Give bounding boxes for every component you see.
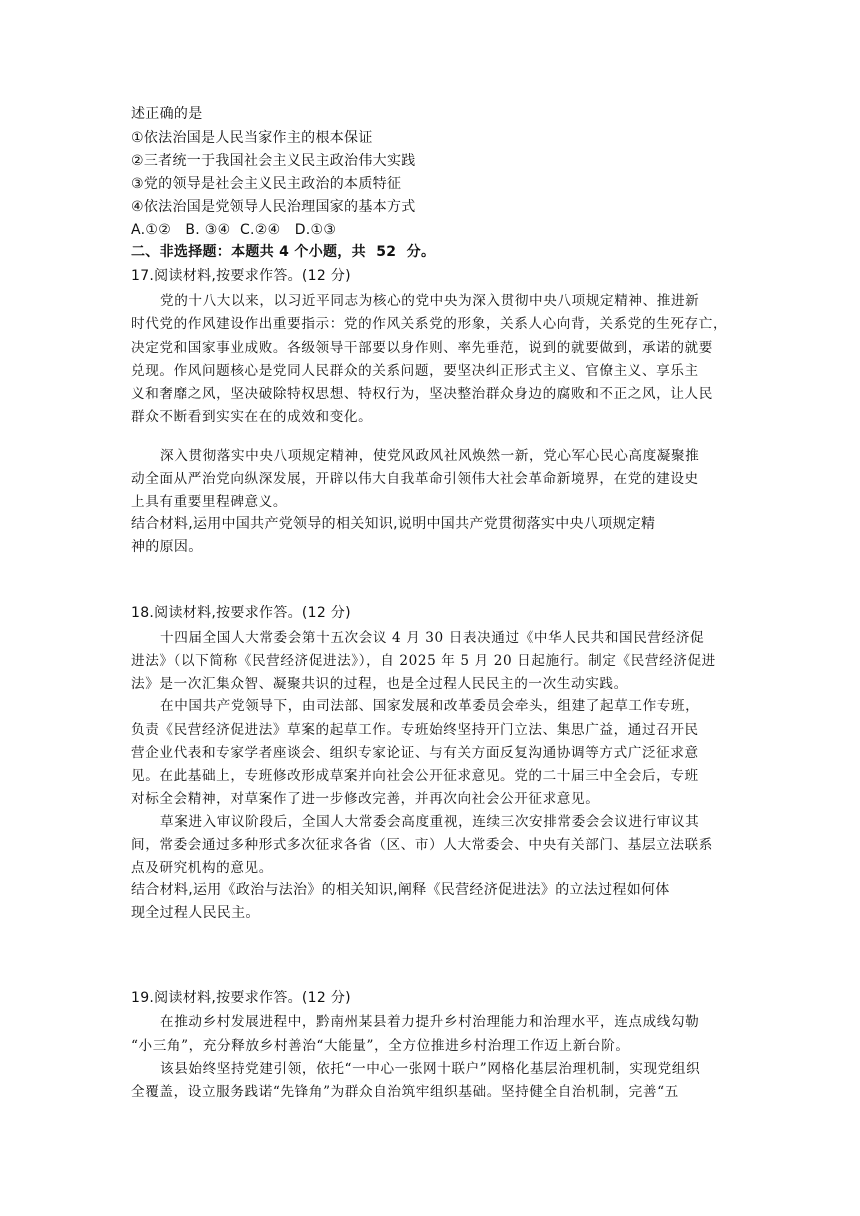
q18-task-line1: 结合材料,运用《政治与法治》的相关知识,阐释《民营经济促进法》的立法过程如何体 — [131, 882, 670, 898]
q19-p1-line1: 在推动乡村发展进程中，黔南州某县着力提升乡村治理能力和治理水平，连点成线勾勒 — [160, 1014, 700, 1030]
q19-p2-line1: 该县始终坚持党建引领，依托“一中心一张网十联户”网格化基层治理机制，实现党组织 — [160, 1061, 701, 1077]
q16-option-1: ①依法治国是人民当家作主的根本保证 — [131, 130, 373, 146]
q18-task-line2: 现全过程人民民主。 — [131, 905, 260, 921]
q17-p1-line6: 群众不断看到实实在在的成效和变化。 — [131, 409, 373, 425]
q17-p2-line3: 上具有重要里程碑意义。 — [131, 494, 288, 510]
q17-title: 17.阅读材料,按要求作答。(12 分) — [131, 268, 351, 284]
q16-choices: A.①② B. ③④ C.②④ D.①③ — [131, 222, 337, 238]
q19-p2-line2: 全覆盖，设立服务践诺“先锋角”为群众自治筑牢组织基础。坚持健全自治机制，完善“五 — [131, 1084, 679, 1100]
q18-p1-line3: 法》是一次汇集众智、凝聚共识的过程，也是全过程人民民主的一次生动实践。 — [131, 676, 628, 692]
q18-p2-line2: 负责《民营经济促进法》草案的起草工作。专班始终坚持开门立法、集思广益，通过召开民 — [131, 722, 699, 738]
q18-p2-line5: 对标全会精神，对草案作了进一步修改完善，并再次向社会公开征求意见。 — [131, 791, 600, 807]
q18-p2-line3: 营企业代表和专家学者座谈会、组织专家论证、与有关方面反复沟通协调等方式广泛征求意 — [131, 745, 699, 761]
q17-p2-line2: 动全面从严治党向纵深发展，开辟以伟大自我革命引领伟大社会革命新境界，在党的建设史 — [131, 471, 699, 487]
q17-p1-line2: 时代党的作风建设作出重要指示：党的作风关系党的形象，关系人心向背，关系党的生死存亡， — [131, 316, 728, 332]
section-heading: 二、非选择题：本题共 4 个小题，共 52 分。 — [131, 244, 436, 260]
q18-p1-line1: 十四届全国人大常委会第十五次会议 4 月 30 日表决通过《中华人民共和国民营经济促 — [160, 630, 705, 646]
q19-p1-line2: “小三角”，充分释放乡村善治“大能量”，全方位推进乡村治理工作迈上新台阶。 — [131, 1038, 630, 1054]
q16-option-4: ④依法治国是党领导人民治理国家的基本方式 — [131, 199, 416, 215]
q18-title: 18.阅读材料,按要求作答。(12 分) — [131, 605, 351, 621]
q17-task-line2: 神的原因。 — [131, 539, 203, 555]
q17-p1-line4: 兑现。作风问题核心是党同人民群众的关系问题，要坚决纠正形式主义、官僚主义、享乐主 — [131, 363, 699, 379]
q17-p1-line1: 党的十八大以来，以习近平同志为核心的党中央为深入贯彻中央八项规定精神、推进新 — [160, 293, 700, 309]
q16-stem-tail: 述正确的是 — [131, 106, 203, 122]
q18-p3-line1: 草案进入审议阶段后，全国人大常委会高度重视，连续三次安排常委会会议进行审议其 — [160, 814, 700, 830]
q17-p1-line5: 义和奢靡之风，坚决破除特权思想、特权行为，坚决整治群众身边的腐败和不正之风，让人民 — [131, 386, 713, 402]
q18-p1-line2: 进法》（以下简称《民营经济促进法》），自 2025 年 5 月 20 日起施行。制定《民营经济促进 — [131, 653, 716, 669]
q16-option-3: ③党的领导是社会主义民主政治的本质特征 — [131, 176, 402, 192]
q18-p2-line1: 在中国共产党领导下，由司法部、国家发展和改革委员会牵头，组建了起草工作专班， — [160, 698, 700, 714]
q18-p3-line2: 间，常委会通过多种形式多次征求各省（区、市）人大常委会、中央有关部门、基层立法联系 — [131, 837, 713, 853]
q17-p2-line1: 深入贯彻落实中央八项规定精神，使党风政风社风焕然一新，党心军心民心高度凝聚推 — [160, 448, 700, 464]
q17-p1-line3: 决定党和国家事业成败。各级领导干部要以身作则、率先垂范，说到的就要做到，承诺的就要 — [131, 340, 713, 356]
q17-task-line1: 结合材料,运用中国共产党领导的相关知识,说明中国共产党贯彻落实中央八项规定精 — [131, 516, 656, 532]
q19-title: 19.阅读材料,按要求作答。(12 分) — [131, 990, 351, 1006]
q16-option-2: ②三者统一于我国社会主义民主政治伟大实践 — [131, 153, 416, 169]
q18-p2-line4: 见。在此基础上，专班修改形成草案并向社会公开征求意见。党的二十届三中全会后，专班 — [131, 768, 699, 784]
q18-p3-line3: 点及研究机构的意见。 — [131, 860, 273, 876]
